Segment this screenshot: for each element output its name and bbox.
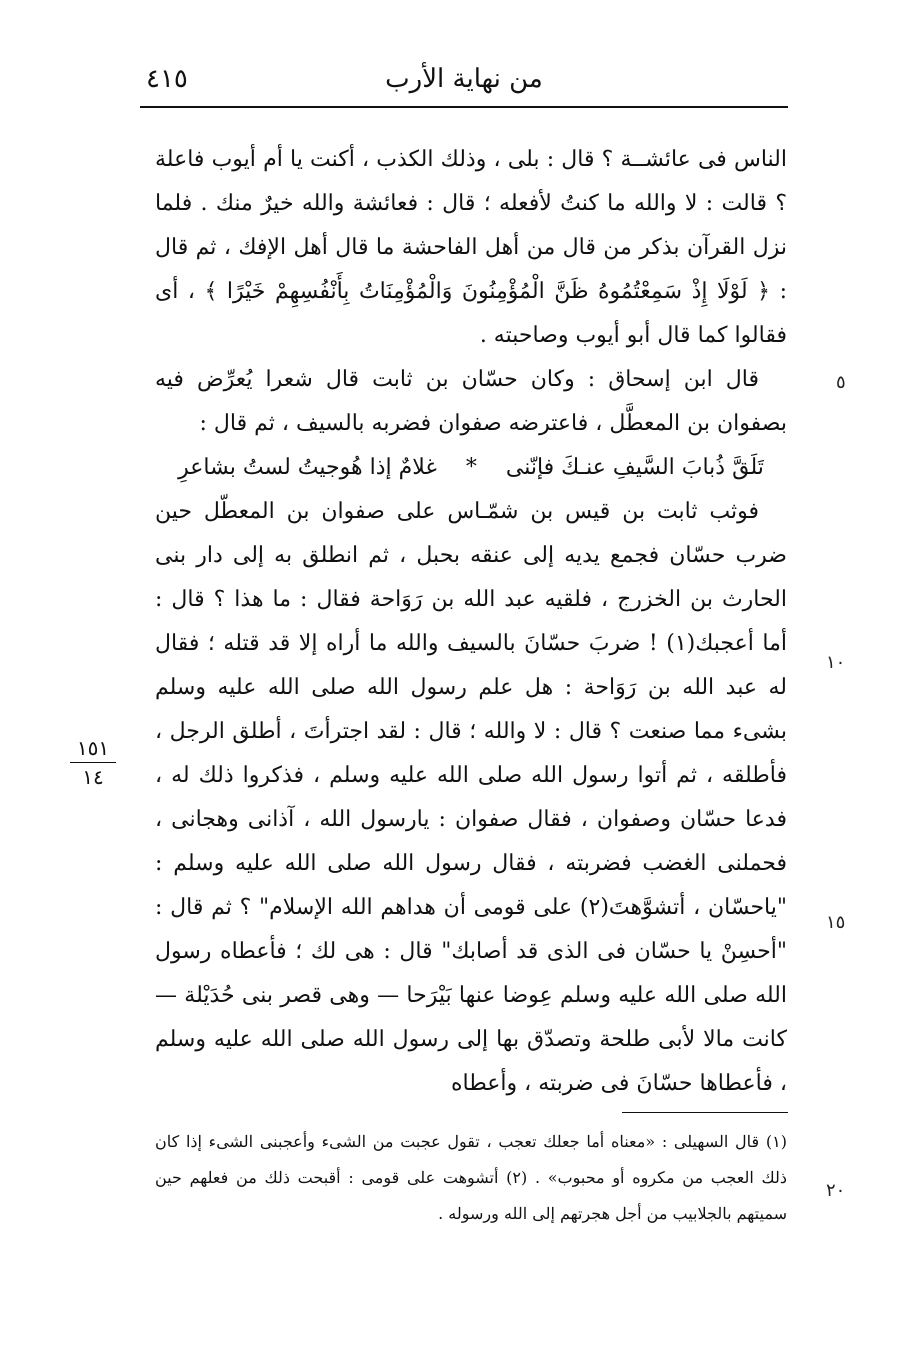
page-number: ٤١٥: [146, 64, 188, 94]
footnote-rule: [622, 1112, 788, 1113]
poetry-verse: [155, 446, 787, 490]
line-number-20: ٢٠: [826, 1180, 846, 1201]
verse-separator: *: [465, 455, 477, 480]
header-rule: [140, 106, 788, 108]
line-number-15: ١٥: [826, 912, 846, 933]
footnote-text: (١) قال السهيلى : «معناه أما جعلك تعجب ، تقول عجبت من الشىء وأعجبنى الشىء إذا كان ذلك العجب من مكروه أو محبوب» . (٢) أتشوهت على قومى : أقبحت ذلك من فعلهم حين سميتهم بالجلابيب من أجل هجرتهم إلى الله ورسوله .: [155, 1132, 787, 1223]
body-text: [155, 138, 787, 1106]
verse-first-hemistich: تَلَقَّ ذُبابَ السَّيفِ عنـكَ فإنّنى: [505, 455, 764, 480]
verse-second-hemistich: غلامٌ إذا هُوجيتُ لستُ بشاعرِ: [178, 455, 437, 480]
marginal-page-reference: [66, 736, 120, 789]
reference-numerator: ١٥١: [76, 736, 110, 760]
running-title: من نهاية الأرب: [385, 64, 543, 94]
paragraph-1: الناس فى عائشــة ؟ قال : بلى ، وذلك الكذب ، أكنت يا أم أيوب فاعلة ؟ قالت : لا والله ما كنتُ لأفعله ؛ قال : فعائشة والله خيرٌ منك . فلما نزل القرآن بذكر من قال من أهل الفاحشة ما قال أهل الإفك ، ثم قال : ﴿ لَوْلَا إِذْ سَمِعْتُمُوهُ ظَنَّ الْمُؤْمِنُونَ وَالْمُؤْمِنَاتُ بِأَنْفُسِهِمْ خَيْرًا ﴾ ، أى فقالوا كما قال أبو أيوب وصاحبته .: [155, 147, 787, 348]
page-header: [140, 56, 788, 106]
line-number-10: ١٠: [826, 652, 846, 673]
footnotes: [155, 1124, 787, 1232]
line-number-5: ٥: [836, 372, 846, 393]
reference-denominator: ١٤: [82, 765, 104, 789]
paragraph-3: فوثب ثابت بن قيس بن شمّـاس على صفوان بن المعطّل حين ضرب حسّان فجمع يديه إلى عنقه بحبل ، ثم انطلق به إلى دار بنى الحارث بن الخزرج ، فلقيه عبد الله بن رَوَاحة فقال : ما هذا ؟ قال : أما أعجبك(١) ! ضربَ حسّانَ بالسيف والله ما أراه إلا قد قتله ؛ فقال له عبد الله بن رَوَاحة : هل علم رسول الله صلى الله عليه وسلم بشىء مما صنعت ؟ قال : لا والله ؛ قال : لقد اجترأتَ ، أطلق الرجل ، فأطلقه ، ثم أتوا رسول الله صلى الله عليه وسلم ، فذكروا ذلك له ، فدعا حسّان وصفوان ، فقال صفوان : يارسول الله ، آذانى وهجانى ، فحملنى الغضب فضربته ، فقال رسول الله صلى الله عليه وسلم : "ياحسّان ، أتشوَّهتَ(٢) على قومى أن هداهم الله الإسلام" ؟ ثم قال : "أحسِنْ يا حسّان فى الذى قد أصابك" قال : هى لك ؛ فأعطاه رسول الله صلى الله عليه وسلم عِوضا عنها بَيْرَحا — وهى قصر بنى حُدَيْلة — كانت مالا لأبى طلحة وتصدّق بها إلى رسول الله صلى الله عليه وسلم ، فأعطاها حسّانَ فى ضربته ، وأعطاه: [155, 499, 788, 1096]
paragraph-2: قال ابن إسحاق : وكان حسّان بن ثابت قال شعرا يُعرِّض فيه بصفوان بن المعطَّل ، فاعترضه صفوان فضربه بالسيف ، ثم قال :: [155, 367, 787, 436]
